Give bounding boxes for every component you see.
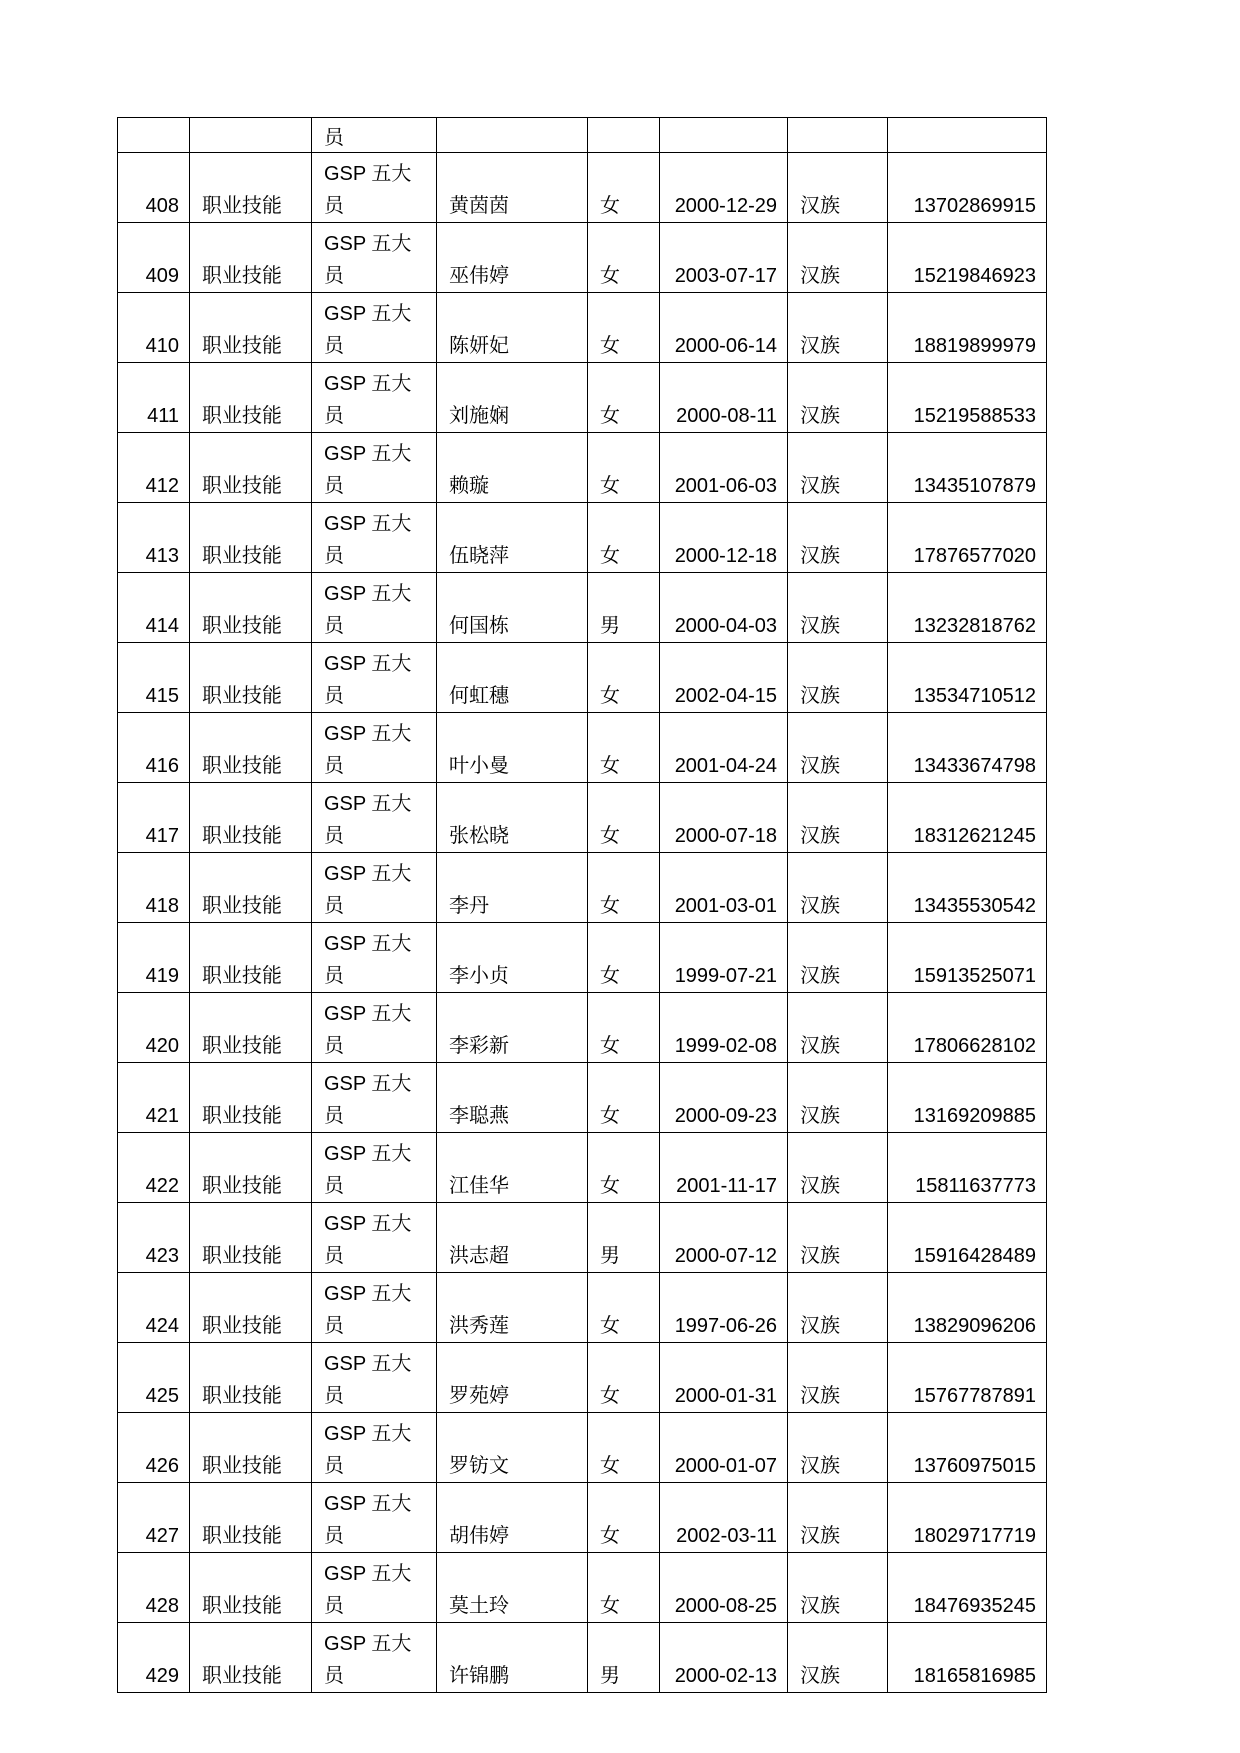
- role-line-2: 员: [324, 1665, 344, 1687]
- cell-birth: 2000-07-12: [660, 1203, 788, 1273]
- table-row: [118, 853, 1047, 923]
- cell-phone: 15219588533: [888, 363, 1047, 433]
- role-line-1: GSP 五大: [324, 653, 412, 675]
- cell-category: 职业技能: [190, 1203, 312, 1273]
- cell-role: [312, 1623, 437, 1693]
- role-line-2: 员: [324, 1595, 344, 1617]
- cell-category: 职业技能: [190, 1343, 312, 1413]
- role-line-2: 员: [324, 405, 344, 427]
- cell-name: 巫伟婷: [437, 223, 588, 293]
- cell-no: 420: [118, 993, 190, 1063]
- role-line-2: 员: [324, 475, 344, 497]
- cell-category: 职业技能: [190, 153, 312, 223]
- table-row: [118, 363, 1047, 433]
- table-row: [118, 573, 1047, 643]
- cell-gender: 女: [588, 1273, 660, 1343]
- cell-ethnicity: 汉族: [788, 1483, 888, 1553]
- role-line-1: GSP 五大: [324, 1283, 412, 1305]
- cell-birth: 2000-08-25: [660, 1553, 788, 1623]
- cell-ethnicity: 汉族: [788, 1623, 888, 1693]
- cell-category: 职业技能: [190, 853, 312, 923]
- cell-name: 叶小曼: [437, 713, 588, 783]
- cell-category: 职业技能: [190, 363, 312, 433]
- cell-category: 职业技能: [190, 1553, 312, 1623]
- cell-category: 职业技能: [190, 433, 312, 503]
- cell-category: 职业技能: [190, 713, 312, 783]
- cell-ethnicity: 汉族: [788, 1413, 888, 1483]
- cell-role: [312, 1553, 437, 1623]
- cell-gender: [588, 118, 660, 153]
- cell-name: 何虹穗: [437, 643, 588, 713]
- role-line-2: 员: [324, 1105, 344, 1127]
- cell-ethnicity: 汉族: [788, 153, 888, 223]
- cell-role: 员: [312, 118, 437, 153]
- cell-role: [312, 1273, 437, 1343]
- role-line-1: GSP 五大: [324, 583, 412, 605]
- cell-gender: 女: [588, 433, 660, 503]
- cell-category: 职业技能: [190, 223, 312, 293]
- role-line-2: 员: [324, 265, 344, 287]
- cell-category: 职业技能: [190, 1133, 312, 1203]
- cell-phone: 13760975015: [888, 1413, 1047, 1483]
- cell-ethnicity: 汉族: [788, 853, 888, 923]
- cell-gender: 女: [588, 923, 660, 993]
- cell-phone: 17876577020: [888, 503, 1047, 573]
- cell-ethnicity: 汉族: [788, 1553, 888, 1623]
- cell-name: 张松晓: [437, 783, 588, 853]
- cell-birth: 2001-11-17: [660, 1133, 788, 1203]
- cell-category: 职业技能: [190, 1273, 312, 1343]
- table-row: [118, 993, 1047, 1063]
- role-line-1: GSP 五大: [324, 513, 412, 535]
- cell-category: 职业技能: [190, 923, 312, 993]
- cell-phone: 15811637773: [888, 1133, 1047, 1203]
- cell-gender: 男: [588, 1203, 660, 1273]
- table-row: [118, 1483, 1047, 1553]
- cell-ethnicity: 汉族: [788, 993, 888, 1063]
- cell-role: [312, 993, 437, 1063]
- cell-category: 职业技能: [190, 993, 312, 1063]
- cell-name: 伍晓萍: [437, 503, 588, 573]
- cell-role: [312, 1133, 437, 1203]
- cell-name: 胡伟婷: [437, 1483, 588, 1553]
- table-row: [118, 433, 1047, 503]
- role-line-1: GSP 五大: [324, 1143, 412, 1165]
- cell-no: 418: [118, 853, 190, 923]
- cell-role: [312, 153, 437, 223]
- cell-birth: 2000-01-07: [660, 1413, 788, 1483]
- cell-gender: 男: [588, 1623, 660, 1693]
- cell-role: [312, 853, 437, 923]
- role-line-2: 员: [324, 965, 344, 987]
- cell-gender: 女: [588, 1413, 660, 1483]
- role-line-1: GSP 五大: [324, 373, 412, 395]
- cell-role: [312, 363, 437, 433]
- role-line-1: GSP 五大: [324, 793, 412, 815]
- cell-role: [312, 1413, 437, 1483]
- cell-name: 罗钫文: [437, 1413, 588, 1483]
- cell-name: 莫土玲: [437, 1553, 588, 1623]
- table-row: [118, 923, 1047, 993]
- cell-name: 罗苑婷: [437, 1343, 588, 1413]
- cell-role: [312, 1343, 437, 1413]
- cell-role: [312, 1203, 437, 1273]
- table-row: [118, 1553, 1047, 1623]
- table-row: [118, 503, 1047, 573]
- cell-role: [312, 923, 437, 993]
- cell-gender: 女: [588, 1483, 660, 1553]
- cell-birth: 2003-07-17: [660, 223, 788, 293]
- role-line-2: 员: [324, 1035, 344, 1057]
- cell-name: 许锦鹏: [437, 1623, 588, 1693]
- cell-gender: 女: [588, 223, 660, 293]
- cell-name: 洪志超: [437, 1203, 588, 1273]
- role-line-1: GSP 五大: [324, 1353, 412, 1375]
- cell-no: 423: [118, 1203, 190, 1273]
- role-line-1: GSP 五大: [324, 723, 412, 745]
- cell-no: 419: [118, 923, 190, 993]
- cell-birth: 2000-12-29: [660, 153, 788, 223]
- role-line-2: 员: [324, 335, 344, 357]
- cell-role: [312, 783, 437, 853]
- cell-birth: 2001-04-24: [660, 713, 788, 783]
- cell-gender: 女: [588, 993, 660, 1063]
- cell-name: 黄茵茵: [437, 153, 588, 223]
- table-row: [118, 713, 1047, 783]
- cell-no: 417: [118, 783, 190, 853]
- cell-phone: 18165816985: [888, 1623, 1047, 1693]
- cell-phone: 18476935245: [888, 1553, 1047, 1623]
- cell-no: 410: [118, 293, 190, 363]
- cell-no: 413: [118, 503, 190, 573]
- cell-no: 415: [118, 643, 190, 713]
- cell-category: [190, 118, 312, 153]
- role-line-1: GSP 五大: [324, 1213, 412, 1235]
- cell-birth: 1997-06-26: [660, 1273, 788, 1343]
- cell-birth: 2001-06-03: [660, 433, 788, 503]
- cell-no: 425: [118, 1343, 190, 1413]
- cell-no: [118, 118, 190, 153]
- role-line-2: 员: [324, 1315, 344, 1337]
- cell-ethnicity: 汉族: [788, 503, 888, 573]
- cell-phone: 13829096206: [888, 1273, 1047, 1343]
- cell-birth: 2002-04-15: [660, 643, 788, 713]
- cell-gender: 女: [588, 643, 660, 713]
- role-line-2: 员: [324, 1245, 344, 1267]
- role-line-1: GSP 五大: [324, 1633, 412, 1655]
- role-line-1: GSP 五大: [324, 933, 412, 955]
- cell-no: 429: [118, 1623, 190, 1693]
- cell-role: [312, 293, 437, 363]
- cell-birth: 2000-01-31: [660, 1343, 788, 1413]
- cell-category: 职业技能: [190, 573, 312, 643]
- cell-role: [312, 1063, 437, 1133]
- role-line-1: GSP 五大: [324, 303, 412, 325]
- cell-phone: 13433674798: [888, 713, 1047, 783]
- cell-phone: 15913525071: [888, 923, 1047, 993]
- cell-no: 422: [118, 1133, 190, 1203]
- cell-ethnicity: 汉族: [788, 363, 888, 433]
- cell-phone: 13702869915: [888, 153, 1047, 223]
- cell-gender: 女: [588, 153, 660, 223]
- cell-category: 职业技能: [190, 1483, 312, 1553]
- cell-phone: 15219846923: [888, 223, 1047, 293]
- cell-birth: [660, 118, 788, 153]
- cell-gender: 女: [588, 1133, 660, 1203]
- table-row: [118, 643, 1047, 713]
- table-row: [118, 1413, 1047, 1483]
- cell-role: [312, 433, 437, 503]
- cell-gender: 女: [588, 1063, 660, 1133]
- cell-no: 414: [118, 573, 190, 643]
- cell-no: 409: [118, 223, 190, 293]
- cell-name: 李聪燕: [437, 1063, 588, 1133]
- cell-name: 何国栋: [437, 573, 588, 643]
- cell-role: [312, 223, 437, 293]
- table-row-continuation: [118, 118, 1047, 153]
- cell-ethnicity: 汉族: [788, 1273, 888, 1343]
- cell-category: 职业技能: [190, 643, 312, 713]
- cell-no: 412: [118, 433, 190, 503]
- cell-gender: 女: [588, 363, 660, 433]
- table-row: [118, 1273, 1047, 1343]
- role-line-1: GSP 五大: [324, 1423, 412, 1445]
- table-row: [118, 293, 1047, 363]
- role-line-2: 员: [324, 1525, 344, 1547]
- cell-gender: 女: [588, 853, 660, 923]
- cell-name: 刘施娴: [437, 363, 588, 433]
- cell-category: 职业技能: [190, 1623, 312, 1693]
- cell-birth: 2000-06-14: [660, 293, 788, 363]
- cell-gender: 男: [588, 573, 660, 643]
- cell-birth: 2000-12-18: [660, 503, 788, 573]
- cell-phone: 15767787891: [888, 1343, 1047, 1413]
- role-line-2: 员: [324, 1455, 344, 1477]
- cell-category: 职业技能: [190, 1413, 312, 1483]
- cell-no: 411: [118, 363, 190, 433]
- cell-phone: 13169209885: [888, 1063, 1047, 1133]
- cell-name: 洪秀莲: [437, 1273, 588, 1343]
- cell-no: 427: [118, 1483, 190, 1553]
- cell-ethnicity: 汉族: [788, 783, 888, 853]
- cell-ethnicity: [788, 118, 888, 153]
- cell-birth: 2000-08-11: [660, 363, 788, 433]
- roster-table-body: [118, 118, 1047, 1693]
- role-line-2: 员: [324, 195, 344, 217]
- cell-role: [312, 573, 437, 643]
- role-line-1: GSP 五大: [324, 863, 412, 885]
- cell-phone: [888, 118, 1047, 153]
- cell-gender: 女: [588, 1553, 660, 1623]
- cell-role: [312, 643, 437, 713]
- role-line-2: 员: [324, 545, 344, 567]
- cell-name: 陈妍妃: [437, 293, 588, 363]
- role-line-2: 员: [324, 615, 344, 637]
- cell-category: 职业技能: [190, 503, 312, 573]
- cell-name: 李彩新: [437, 993, 588, 1063]
- cell-birth: 2000-04-03: [660, 573, 788, 643]
- table-row: [118, 153, 1047, 223]
- cell-ethnicity: 汉族: [788, 433, 888, 503]
- table-row: [118, 1623, 1047, 1693]
- cell-ethnicity: 汉族: [788, 643, 888, 713]
- cell-ethnicity: 汉族: [788, 293, 888, 363]
- cell-gender: 女: [588, 1343, 660, 1413]
- role-line-1: GSP 五大: [324, 1493, 412, 1515]
- role-line-1: GSP 五大: [324, 443, 412, 465]
- cell-role: [312, 503, 437, 573]
- cell-birth: 2002-03-11: [660, 1483, 788, 1553]
- table-row: [118, 1343, 1047, 1413]
- role-line-1: GSP 五大: [324, 163, 412, 185]
- role-line-1: GSP 五大: [324, 1563, 412, 1585]
- cell-name: 李小贞: [437, 923, 588, 993]
- role-line-2: 员: [324, 685, 344, 707]
- cell-name: 江佳华: [437, 1133, 588, 1203]
- role-line-1: GSP 五大: [324, 233, 412, 255]
- cell-birth: 2000-09-23: [660, 1063, 788, 1133]
- cell-phone: 13435107879: [888, 433, 1047, 503]
- role-line-2: 员: [324, 1385, 344, 1407]
- cell-ethnicity: 汉族: [788, 223, 888, 293]
- cell-no: 424: [118, 1273, 190, 1343]
- cell-ethnicity: 汉族: [788, 1133, 888, 1203]
- table-row: [118, 223, 1047, 293]
- cell-category: 职业技能: [190, 1063, 312, 1133]
- role-line-2: 员: [324, 755, 344, 777]
- cell-birth: 2000-07-18: [660, 783, 788, 853]
- role-line-1: GSP 五大: [324, 1003, 412, 1025]
- cell-birth: 1999-02-08: [660, 993, 788, 1063]
- cell-no: 416: [118, 713, 190, 783]
- cell-phone: 15916428489: [888, 1203, 1047, 1273]
- cell-ethnicity: 汉族: [788, 573, 888, 643]
- cell-ethnicity: 汉族: [788, 923, 888, 993]
- cell-name: [437, 118, 588, 153]
- role-line-2: 员: [324, 825, 344, 847]
- cell-category: 职业技能: [190, 293, 312, 363]
- role-line-2: 员: [324, 1175, 344, 1197]
- cell-category: 职业技能: [190, 783, 312, 853]
- cell-no: 408: [118, 153, 190, 223]
- table-row: [118, 1133, 1047, 1203]
- cell-birth: 2000-02-13: [660, 1623, 788, 1693]
- cell-gender: 女: [588, 783, 660, 853]
- cell-no: 421: [118, 1063, 190, 1133]
- cell-gender: 女: [588, 503, 660, 573]
- cell-gender: 女: [588, 713, 660, 783]
- cell-birth: 1999-07-21: [660, 923, 788, 993]
- cell-name: 李丹: [437, 853, 588, 923]
- cell-ethnicity: 汉族: [788, 713, 888, 783]
- cell-no: 428: [118, 1553, 190, 1623]
- cell-ethnicity: 汉族: [788, 1203, 888, 1273]
- cell-role: [312, 1483, 437, 1553]
- table-row: [118, 1063, 1047, 1133]
- cell-phone: 13435530542: [888, 853, 1047, 923]
- cell-role: [312, 713, 437, 783]
- cell-gender: 女: [588, 293, 660, 363]
- role-line-1: GSP 五大: [324, 1073, 412, 1095]
- cell-phone: 13232818762: [888, 573, 1047, 643]
- roster-table: [117, 117, 1047, 1693]
- cell-phone: 18819899979: [888, 293, 1047, 363]
- role-line-2: 员: [324, 895, 344, 917]
- cell-ethnicity: 汉族: [788, 1343, 888, 1413]
- table-row: [118, 1203, 1047, 1273]
- cell-phone: 18029717719: [888, 1483, 1047, 1553]
- cell-phone: 17806628102: [888, 993, 1047, 1063]
- table-row: [118, 783, 1047, 853]
- cell-ethnicity: 汉族: [788, 1063, 888, 1133]
- cell-no: 426: [118, 1413, 190, 1483]
- cell-birth: 2001-03-01: [660, 853, 788, 923]
- cell-phone: 18312621245: [888, 783, 1047, 853]
- cell-phone: 13534710512: [888, 643, 1047, 713]
- cell-name: 赖璇: [437, 433, 588, 503]
